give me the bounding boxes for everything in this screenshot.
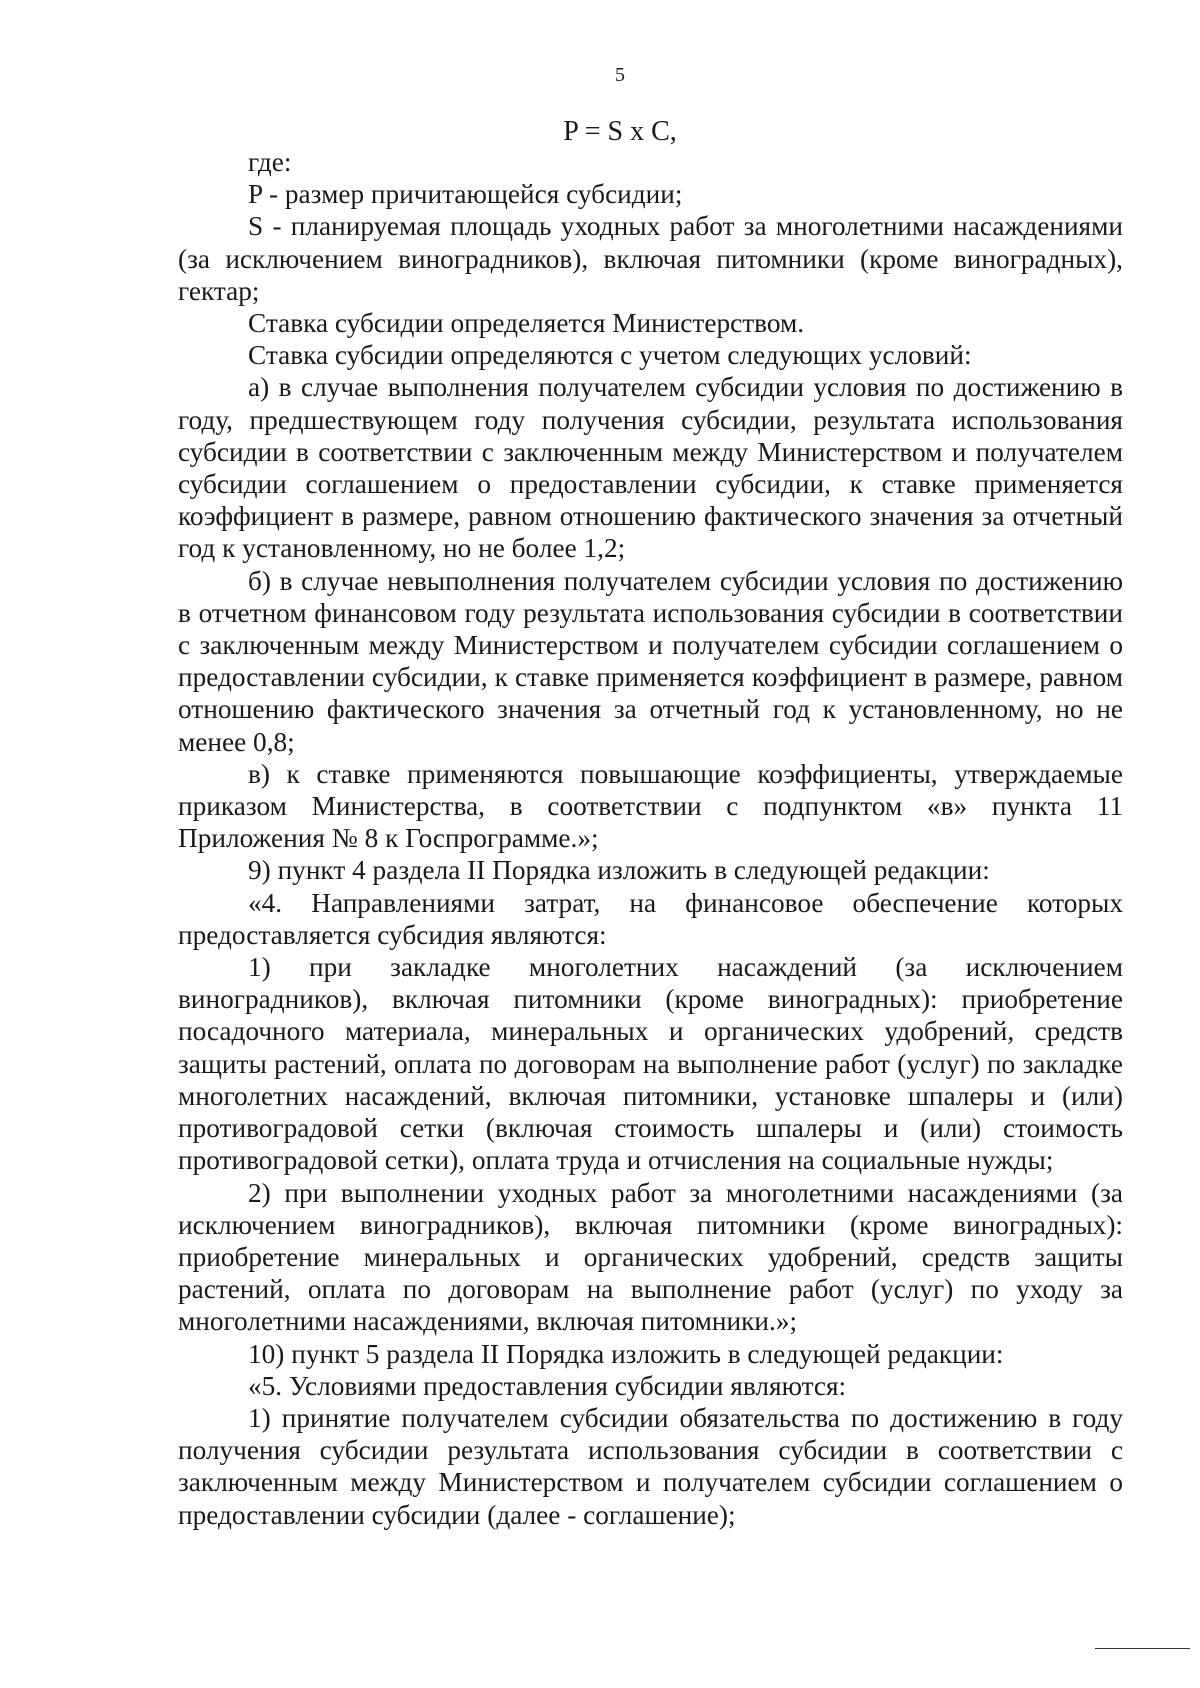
paragraph-condition-a: а) в случае выполнения получателем субсидии условия по достижению в году, предшествующем году получения субсидии, результата использования субсидии в соответствии с заключенным между Министерством и получателем субсидии соглашением о предоставлении субсидии, к ставке применяется коэффициент в размере, равном отношению фактического значения за отчетный год к установленному, но не более 1,2;	[178, 372, 1123, 564]
subsidy-formula: P = S x C,	[563, 116, 677, 147]
paragraph-condition-b: б) в случае невыполнения получателем субсидии условия по достижению в отчетном финансовом году результата использования субсидии в соответствии с заключенным между Министерством и получателем субсидии соглашением о предоставлении субсидии, к ставке применяется коэффициент в размере, равном отношению фактического значения за отчетный год к установленному, но не менее 0,8;	[178, 565, 1123, 757]
paragraph-clause-4: «4. Направлениями затрат, на финансовое обеспечение которых предоставляется субсидия являются:	[178, 887, 1123, 950]
paragraph-rate-conditions: Ставка субсидии определяются с учетом следующих условий:	[248, 340, 972, 371]
paragraph-clause-4-1: 1) при закладке многолетних насаждений (за исключением виноградников), включая питомники (кроме виноградных): приобретение посадочного материала, минеральных и органических удобрений, средств защиты растений, оплата по договорам на выполнение работ (услуг) по закладке многолетних насаждений, включая питомники, установке шпалеры и (или) противоградовой сетки (включая стоимость шпалеры и (или) стоимость противоградовой сетки), оплата труда и отчисления на социальные нужды;	[178, 952, 1123, 1176]
paragraph-rate-defined: Ставка субсидии определяется Министерством.	[248, 308, 805, 339]
page-number: 5	[615, 64, 625, 86]
paragraph-item-10: 10) пункт 5 раздела II Порядка изложить в следующей редакции:	[248, 1338, 1004, 1369]
paragraph-s-definition: S - планируемая площадь уходных работ за многолетними насаждениями (за исключением виноградников), включая питомники (кроме виноградных), гектар;	[178, 211, 1123, 306]
paragraph-item-9: 9) пункт 4 раздела II Порядка изложить в следующей редакции:	[248, 855, 990, 886]
paragraph-where: где:	[248, 147, 292, 177]
document-body	[178, 146, 1123, 1531]
paragraph-p-definition: P - размер причитающейся субсидии;	[248, 179, 683, 210]
paragraph-clause-5-1: 1) принятие получателем субсидии обязательства по достижению в году получения субсидии результата использования субсидии в соответствии с заключенным между Министерством и получателем субсидии соглашением о предоставлении субсидии (далее - соглашение);	[178, 1402, 1123, 1530]
paragraph-condition-v: в) к ставке применяются повышающие коэффициенты, утверждаемые приказом Министерства, в соответствии с подпунктом «в» пункта 11 Приложения № 8 к Госпрограмме.»;	[178, 758, 1123, 854]
paragraph-clause-5: «5. Условиями предоставления субсидии являются:	[248, 1370, 847, 1401]
footer-rule	[1095, 1648, 1190, 1649]
paragraph-clause-4-2: 2) при выполнении уходных работ за многолетними насаждениями (за исключением виноградников), включая питомники (кроме виноградных): приобретение минеральных и органических удобрений, средств защиты растений, оплата по договорам на выполнение работ (услуг) по уходу за многолетними насаждениями, включая питомники.»;	[178, 1177, 1123, 1337]
